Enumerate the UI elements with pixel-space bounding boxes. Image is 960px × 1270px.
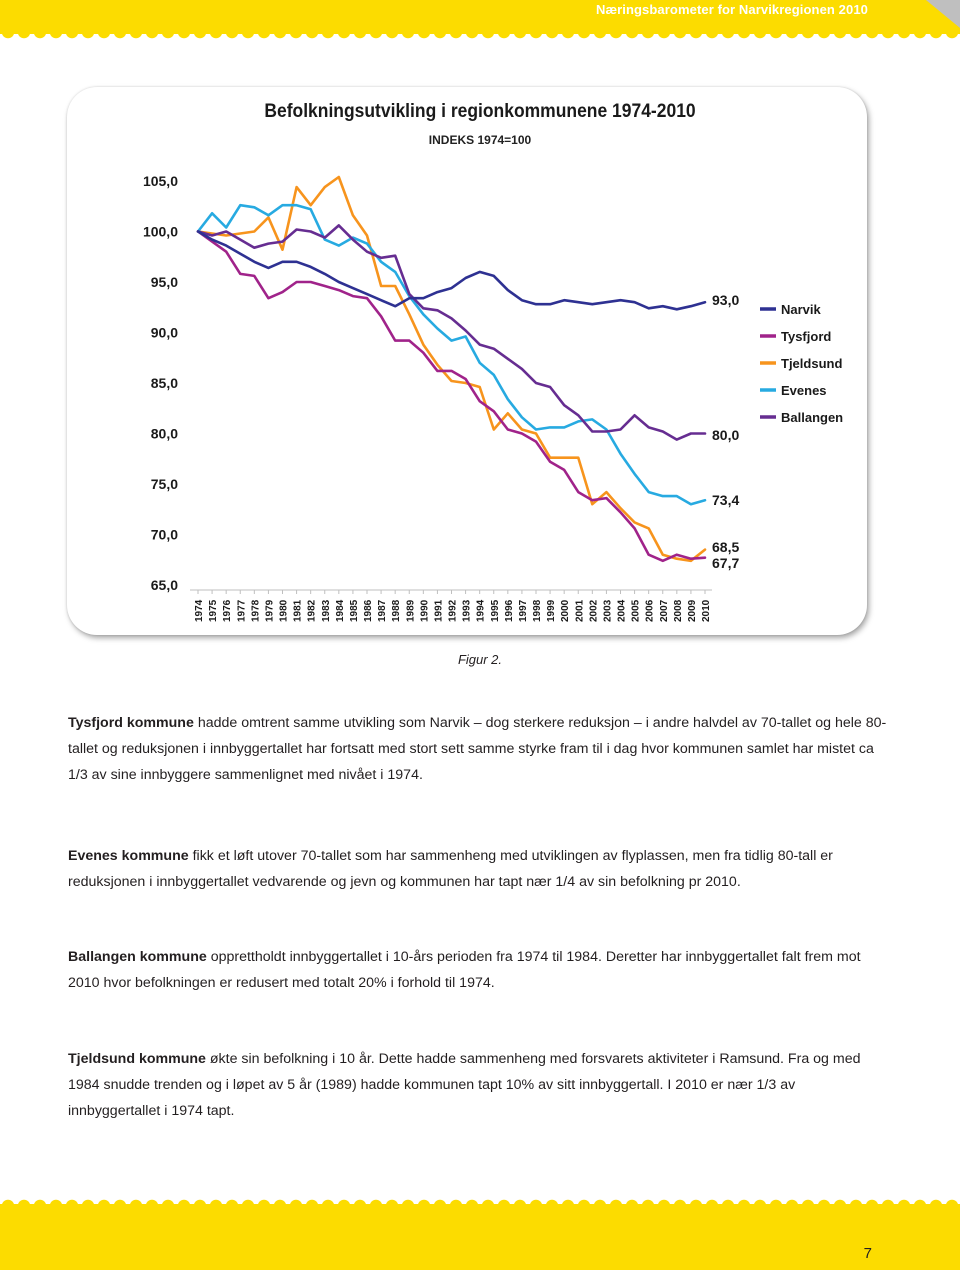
x-tick-label: 1998 <box>532 599 543 622</box>
series-line-evenes <box>198 205 705 504</box>
x-tick-label: 1985 <box>348 599 360 622</box>
x-tick-label: 2001 <box>574 599 586 622</box>
legend-label-ballangen: Ballangen <box>781 410 844 425</box>
x-tick-label: 1988 <box>391 599 403 622</box>
header-title: Næringsbarometer for Narvikregionen 2010 <box>595 2 868 17</box>
y-tick-label: 105,0 <box>142 173 178 189</box>
chart-subtitle: INDEKS 1974=100 <box>428 133 532 147</box>
x-tick-label: 1980 <box>278 599 290 622</box>
x-tick-label: 1995 <box>489 599 501 622</box>
paragraph-text: opprettholdt innbyggertallet i 10-års perioden fra 1974 til 1984. Deretter har innbyggertallet falt frem mot 2010 hvor befolkningen er redusert med totalt 20% i forhold til 1974. <box>68 949 861 991</box>
series-line-ballangen <box>198 225 705 439</box>
x-tick-label: 1978 <box>250 599 262 622</box>
x-tick-label: 2000 <box>560 599 572 622</box>
x-tick-label: 1994 <box>475 599 487 622</box>
figure-caption: Figur 2. <box>457 652 503 667</box>
x-tick-label: 1974 <box>194 599 205 622</box>
end-value-label: 68,5 <box>712 539 740 555</box>
x-tick-label: 2003 <box>602 599 614 622</box>
paragraph-text: økte sin befolkning i 10 år. Dette hadde sammenheng med forsvarets aktiviteter i Ramsund. Fra og med 1984 snudde trenden og i løpet av 5 år (1989) hadde kommunen tapt 10% av sitt innbyggertall. I 2010 er nær 1/3 av innbyggertallet i 1974 tapt. <box>68 1051 861 1119</box>
paragraph-lead: Evenes kommune <box>68 848 189 864</box>
x-tick-label: 1987 <box>377 599 389 622</box>
x-tick-label: 1983 <box>320 599 332 622</box>
x-tick-label: 1975 <box>208 599 220 622</box>
y-tick-label: 90,0 <box>150 324 178 341</box>
legend-label-tysfjord: Tysfjord <box>781 329 832 344</box>
x-tick-label: 2009 <box>686 599 698 622</box>
footer-scallop <box>0 1196 960 1206</box>
x-tick-label: 1984 <box>334 599 346 622</box>
series-line-tjeldsund <box>198 177 705 561</box>
paragraph-evenes <box>68 843 888 895</box>
x-tick-label: 2010 <box>701 599 712 622</box>
chart-title: Befolkningsutvikling i regionkommunene 1974-2010 <box>264 101 696 122</box>
x-tick-label: 2002 <box>588 599 600 622</box>
x-tick-label: 1992 <box>447 599 459 622</box>
footer-band <box>0 1204 960 1270</box>
x-tick-label: 2005 <box>630 599 642 622</box>
paragraph-lead: Ballangen kommune <box>68 949 207 965</box>
x-tick-label: 1993 <box>461 599 473 622</box>
legend-label-narvik: Narvik <box>781 302 821 317</box>
x-tick-label: 2006 <box>644 599 656 622</box>
x-tick-label: 1981 <box>292 599 304 622</box>
y-tick-label: 95,0 <box>150 274 178 290</box>
y-tick-label: 85,0 <box>150 375 178 391</box>
x-tick-label: 1979 <box>264 599 276 622</box>
x-tick-label: 2008 <box>672 599 684 622</box>
legend-label-tjeldsund: Tjeldsund <box>781 356 843 371</box>
x-tick-label: 1991 <box>433 599 445 622</box>
x-tick-label: 1976 <box>222 599 234 622</box>
y-tick-label: 100,0 <box>142 223 178 240</box>
legend-label-evenes: Evenes <box>781 383 827 398</box>
paragraph-lead: Tysfjord kommune <box>68 715 194 731</box>
end-value-label: 73,4 <box>712 492 740 508</box>
page-number: 7 <box>863 1245 872 1262</box>
paragraph-text: fikk et løft utover 70-tallet som har sammenheng med utviklingen av flyplassen, men fra tidlig 80-tall er reduksjonen i innbyggertallet vedvarende og jevn og kommunen har tapt nær 1/4 av sin befolkning pr 2010. <box>68 848 833 890</box>
y-tick-label: 70,0 <box>150 526 178 543</box>
y-tick-label: 80,0 <box>150 425 178 442</box>
x-tick-label: 1982 <box>306 599 318 622</box>
x-tick-label: 2007 <box>658 599 670 622</box>
x-tick-label: 1986 <box>363 599 374 622</box>
series-line-tysfjord <box>198 232 705 561</box>
paragraph-ballangen <box>68 944 888 996</box>
paragraph-tjeldsund <box>68 1046 888 1124</box>
x-tick-label: 1996 <box>503 599 515 622</box>
x-tick-label: 1997 <box>517 599 529 622</box>
paragraph-tysfjord <box>68 710 888 788</box>
x-tick-label: 1999 <box>546 599 558 622</box>
x-tick-label: 2004 <box>616 599 628 622</box>
paragraph-lead: Tjeldsund kommune <box>68 1051 206 1067</box>
y-tick-label: 65,0 <box>150 577 178 593</box>
end-value-label: 67,7 <box>712 555 740 571</box>
end-value-label: 93,0 <box>712 292 740 308</box>
x-tick-label: 1977 <box>236 599 248 622</box>
x-tick-label: 1990 <box>419 599 431 622</box>
paragraph-text: hadde omtrent samme utvikling som Narvik – dog sterkere reduksjon – i andre halvdel av 70-tallet og hele 80-tallet og reduksjonen i innbyggertallet har fortsatt med stort sett samme styrke fram til i dag hvor kommunen samlet har mistet ca 1/3 av sine innbyggere sammenlignet med nivået i 1974. <box>68 715 887 783</box>
y-tick-label: 75,0 <box>150 476 178 492</box>
x-tick-label: 1989 <box>405 599 417 622</box>
end-value-label: 80,0 <box>712 427 740 443</box>
